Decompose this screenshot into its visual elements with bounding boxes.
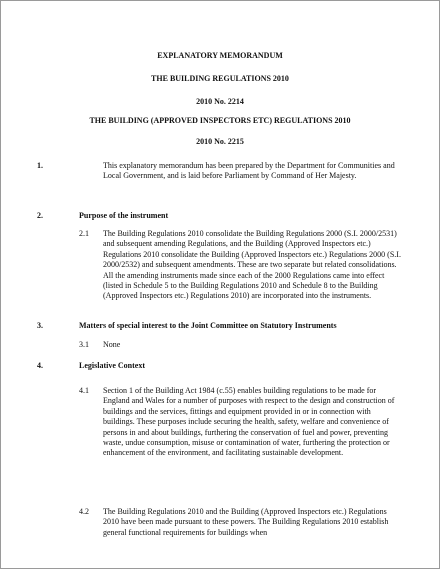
paragraph-text: Section 1 of the Building Act 1984 (c.55) enables building regulations to be made for England and Wales for a number of purposes with respect to the design and construction of buildings and the services, fittings and equipment provided in or in connection with buildings. These purposes include securing the health, safety, welfare and convenience of persons in and about buildings, furthering the conservation of fuel and power, preventing waste, undue consumption, misuse or contamination of water, furthering the protection or enhancement of the environment, and facilitating sustainable development.: [103, 386, 395, 458]
section-text: This explanatory memorandum has been prepared by the Department for Communities and Local Government, and is laid before Parliament by Command of Her Majesty.: [103, 161, 395, 181]
regulations-title: THE BUILDING REGULATIONS 2010: [151, 74, 289, 83]
paragraph-text: The Building Regulations 2010 consolidate the Building Regulations 2000 (S.I. 2000/2531) and subsequent amending Regulations, and the Building (Approved Inspectors etc.) Regulations 2010 consolidate the Building (Approved Inspectors etc.) Regulations 2000 (S.I. 2000/2532) and subsequent amendments. These are two separate but related consolidations. All the amending instruments made since each of the 2000 Regulations came into effect (listed in Schedule 5 to the Building Regulations 2010 and Schedule 8 to the Building (Approved Inspectors etc.) Regulations 2010) are incorporated into the instruments.: [103, 229, 401, 301]
paragraph-number: 2.1: [79, 229, 89, 238]
paragraph-number: 4.2: [79, 507, 89, 516]
section-title: Legislative Context: [79, 361, 145, 370]
section-number: 4.: [37, 361, 43, 370]
approved-inspectors-title: THE BUILDING (APPROVED INSPECTORS ETC) REGULATIONS 2010: [89, 116, 351, 125]
section-number: 3.: [37, 321, 43, 330]
paragraph-text: The Building Regulations 2010 and the Building (Approved Inspectors etc.) Regulations 2010 have been made pursuant to these powers. The Building Regulations 2010 establish general functional requirements for buildings when: [103, 507, 389, 537]
si-number-2: 2010 No. 2215: [196, 137, 244, 146]
section-number: 2.: [37, 211, 43, 220]
paragraph-number: 3.1: [79, 340, 89, 349]
paragraph-text: None: [103, 340, 121, 349]
section-number: 1.: [37, 161, 43, 170]
memo-heading: EXPLANATORY MEMORANDUM: [157, 51, 283, 60]
section-title: Matters of special interest to the Joint Committee on Statutory Instruments: [79, 321, 337, 330]
paragraph-number: 4.1: [79, 386, 89, 395]
si-number: 2010 No. 2214: [196, 97, 244, 106]
section-title: Purpose of the instrument: [79, 211, 169, 220]
